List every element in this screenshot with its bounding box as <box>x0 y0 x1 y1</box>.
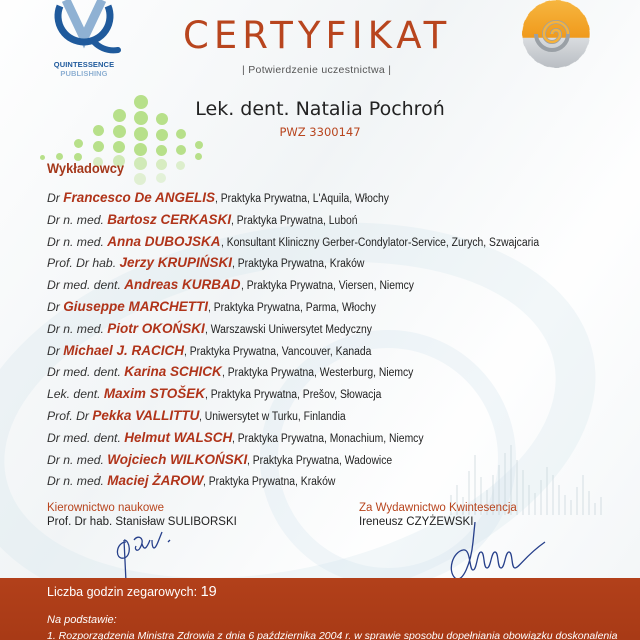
lecturer-title: Prof. Dr hab. <box>47 256 117 271</box>
lecturer-affiliation: , Praktyka Prywatna, Prešov, Słowacja <box>204 389 382 402</box>
publisher-name-line2: PUBLISHING <box>60 69 108 78</box>
lecturer-name: Jerzy KRUPIŃSKI <box>119 255 233 271</box>
lecturer-name: Andreas KURBAD <box>124 277 241 293</box>
lecturer-name: Anna DUBOJSKA <box>107 233 221 249</box>
lecturer-item <box>47 231 574 253</box>
publisher-name-line1: QUINTESSENCE <box>53 60 115 69</box>
lecturer-item <box>47 340 574 362</box>
clock-hours-label: Liczba godzin zegarowych: <box>47 585 201 599</box>
lecturer-item <box>47 427 574 449</box>
lecturer-affiliation: , Praktyka Prywatna, Wadowice <box>247 454 393 467</box>
handwritten-signature-left <box>112 528 192 583</box>
lecturer-title: Dr <box>47 299 60 314</box>
lecturer-affiliation: , Praktyka Prywatna, Westerburg, Niemcy <box>221 367 414 380</box>
lecturer-affiliation: , Praktyka Prywatna, Kraków <box>203 476 336 489</box>
certificate-title: CERTYFIKAT <box>183 14 452 57</box>
lecturer-affiliation: , Praktyka Prywatna, Luboń <box>231 214 358 227</box>
scientific-director-name: Prof. Dr hab. Stanisław SULIBORSKI <box>47 516 237 528</box>
legal-basis-item: 1. Rozporządzenia Ministra Zdrowia z dnia 6 października 2004 r. w sprawie sposobu dopełniania obowiązku doskonalenia <box>47 630 618 640</box>
lecturer-title: Dr med. dent. <box>47 365 121 380</box>
scientific-director-block <box>47 501 237 529</box>
lecturer-affiliation: , Praktyka Prywatna, Parma, Włochy <box>208 301 376 314</box>
spiral-emblem-icon <box>516 0 596 72</box>
lecturer-name: Piotr OKOŃSKI <box>107 320 205 336</box>
lecturer-name: Karina SCHICK <box>124 364 222 380</box>
scientific-director-label: Kierownictwo naukowe <box>47 502 164 514</box>
lecturer-title: Dr med. dent. <box>47 430 121 445</box>
publisher-logo-text <box>44 60 124 78</box>
lecturer-item <box>47 296 574 318</box>
clock-hours-value: 19 <box>200 584 217 600</box>
lecturer-title: Dr med. dent. <box>47 278 121 293</box>
lecturer-item <box>47 318 574 340</box>
lecturer-item <box>47 470 574 492</box>
lecturer-title: Dr n. med. <box>47 474 104 489</box>
lecturer-affiliation: , Warszawski Uniwersytet Medyczny <box>204 323 372 336</box>
lecturers-heading: Wykładowcy <box>47 160 125 176</box>
lecturer-item <box>47 449 574 471</box>
quintessence-logo-icon <box>44 0 124 60</box>
lecturer-affiliation: , Praktyka Prywatna, L'Aquila, Włochy <box>215 193 390 205</box>
lecturer-name: Francesco De ANGELIS <box>63 190 216 205</box>
clock-hours <box>47 584 217 600</box>
lecturer-name: Bartosz CERKASKI <box>107 211 232 227</box>
decorative-dots <box>38 95 208 195</box>
publisher-representative-name: Ireneusz CZYŻEWSKI <box>359 516 474 528</box>
recipient-pwz-number: PWZ 3300147 <box>279 125 361 139</box>
lecturer-affiliation: , Uniwersytet w Turku, Finlandia <box>199 410 347 423</box>
lecturers-list <box>47 187 574 492</box>
lecturer-title: Prof. Dr <box>47 408 89 423</box>
lecturer-name: Maciej ŻAROW <box>107 473 204 489</box>
lecturer-title: Dr <box>47 343 60 358</box>
lecturer-item <box>47 361 574 383</box>
lecturer-name: Pekka VALLITTU <box>92 407 200 423</box>
lecturer-affiliation: , Praktyka Prywatna, Monachium, Niemcy <box>232 432 424 445</box>
lecturer-title: Dr n. med. <box>47 452 104 467</box>
lecturer-name: Giuseppe MARCHETTI <box>63 298 209 314</box>
lecturer-title: Dr n. med. <box>47 321 104 336</box>
lecturer-title: Dr n. med. <box>47 234 104 249</box>
lecturer-name: Michael J. RACICH <box>63 342 185 358</box>
certificate-subtitle: | Potwierdzenie uczestnictwa | <box>242 64 392 76</box>
legal-basis-label: Na podstawie: <box>47 614 117 626</box>
lecturer-title: Dr <box>47 191 60 205</box>
lecturer-title: Dr n. med. <box>47 212 104 227</box>
lecturer-name: Wojciech WILKOŃSKI <box>107 451 248 467</box>
publisher-representative-label: Za Wydawnictwo Kwintesencja <box>359 502 517 514</box>
recipient-name: Lek. dent. Natalia Pochroń <box>195 98 445 120</box>
lecturer-item <box>47 252 574 274</box>
lecturer-affiliation: , Konsultant Kliniczny Gerber-Condylator-Service, Zurych, Szwajcaria <box>220 236 539 249</box>
lecturer-title: Lek. dent. <box>47 387 101 402</box>
lecturer-affiliation: , Praktyka Prywatna, Viersen, Niemcy <box>240 280 414 293</box>
lecturer-item <box>47 274 574 296</box>
lecturer-item <box>47 405 574 427</box>
lecturer-item <box>47 383 574 405</box>
certificate-footer <box>0 578 640 640</box>
lecturer-affiliation: , Praktyka Prywatna, Kraków <box>232 258 365 271</box>
lecturer-item <box>47 209 574 231</box>
lecturer-name: Maxim STOŠEK <box>103 386 205 402</box>
lecturer-name: Helmut WALSCH <box>124 429 233 445</box>
lecturer-affiliation: , Praktyka Prywatna, Vancouver, Kanada <box>184 345 372 358</box>
lecturer-item <box>47 187 574 209</box>
